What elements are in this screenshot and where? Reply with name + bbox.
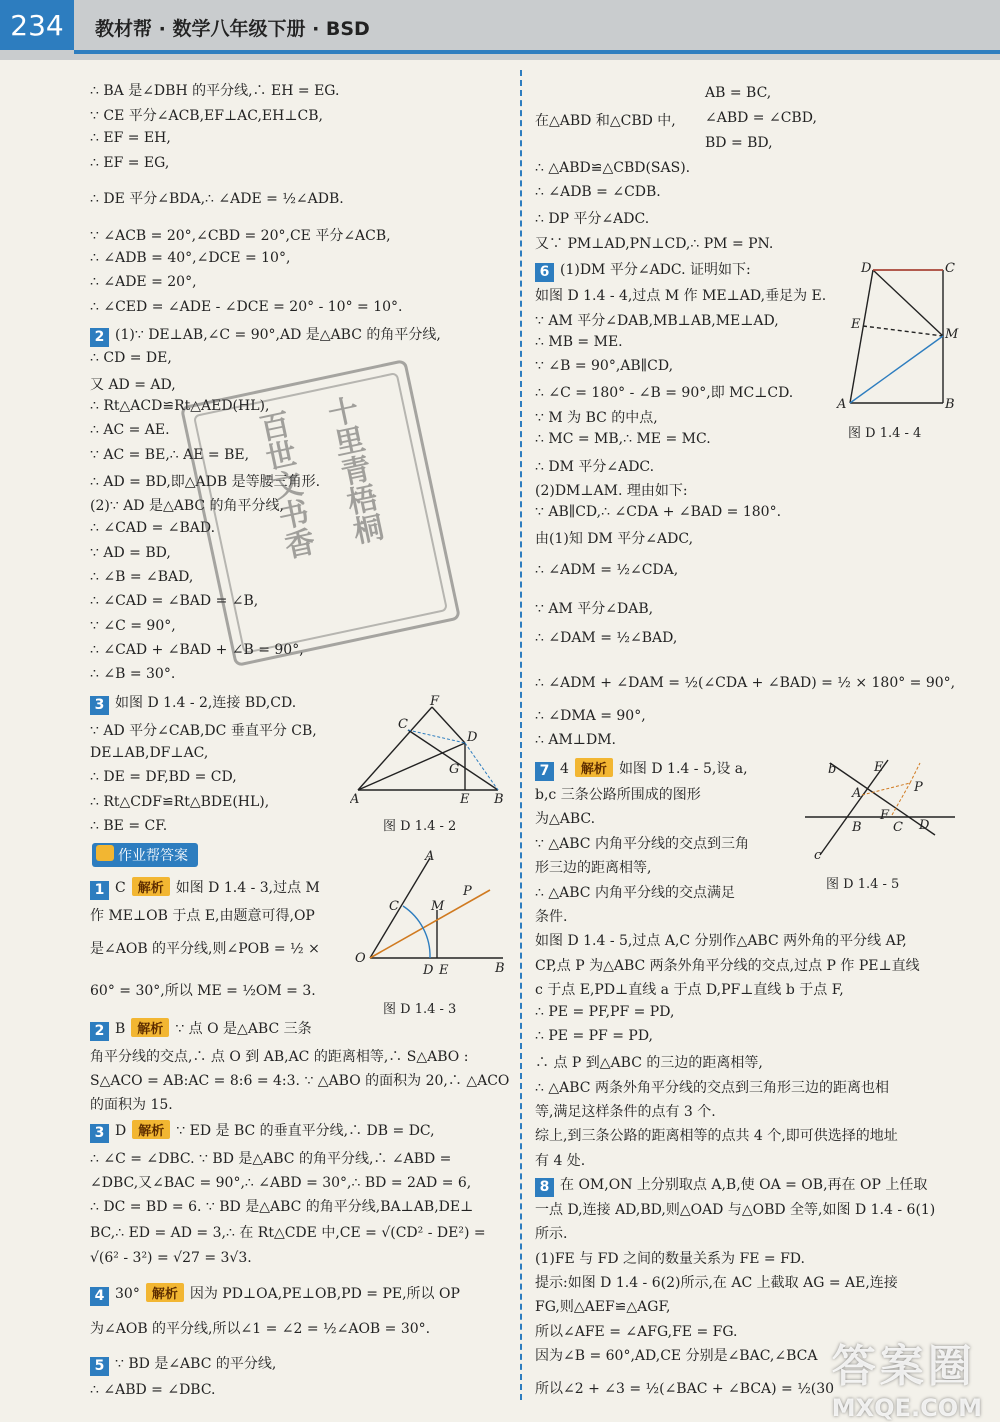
line-text: ∵ AD = BD, xyxy=(90,545,171,561)
line-text: ∵ M 为 BC 的中点, xyxy=(535,410,658,426)
line-text: 为∠AOB 的平分线,所以∠1 = ∠2 = ½∠AOB = 30°. xyxy=(90,1321,431,1337)
text-line xyxy=(535,808,595,828)
question-number: 7 xyxy=(535,762,554,781)
text-line xyxy=(90,618,176,634)
text-line xyxy=(90,1094,173,1114)
svg-text:E: E xyxy=(460,792,470,805)
line-text: 角平分线的交点,∴ 点 O 到 AB,AC 的距离相等,∴ S△ABO : xyxy=(90,1049,469,1065)
line-text: ∵ AD 平分∠CAB,DC 垂直平分 CB, xyxy=(90,723,317,739)
line-text-continued: ∵ 点 O 是△ABC 三条 xyxy=(175,1021,312,1037)
line-text: ∴ AC = AE. xyxy=(90,422,170,438)
text-line xyxy=(535,598,653,618)
watermark-text: 答案圈 xyxy=(831,1341,976,1392)
svg-text:D: D xyxy=(467,730,478,745)
text-line xyxy=(90,1353,276,1376)
line-text: ∴ MC = MB,∴ ME = MC. xyxy=(535,431,711,447)
line-text: ∠DBC,又∠BAC = 90°,∴ ∠ABD = 30°,∴ BD = 2AD = 6, xyxy=(90,1175,472,1191)
text-line xyxy=(535,930,907,950)
line-text: 如图 D 1.4 - 5,过点 A,C 分别作△ABC 两外角的平分线 AP, xyxy=(535,933,907,949)
caption-d142: 图 D 1.4 - 2 xyxy=(383,819,457,834)
text-line xyxy=(90,188,344,208)
library-stamp xyxy=(180,359,461,667)
line-text: ∴ Rt△CDF≌Rt△BDE(HL), xyxy=(90,794,270,810)
text-line xyxy=(535,1378,834,1398)
text-line xyxy=(535,184,661,200)
text-line xyxy=(535,1028,653,1044)
line-text: 等,满足这样条件的点有 3 个. xyxy=(535,1104,716,1120)
text-line xyxy=(90,1172,471,1192)
text-line xyxy=(90,350,172,366)
text-line xyxy=(535,1248,805,1268)
line-text: ∴ △ABC 内角平分线的交点满足 xyxy=(535,885,735,901)
line-text: BC,∴ ED = AD = 3,∴ 在 Rt△CDE 中,CE = √(CD² - DE²) = xyxy=(90,1225,486,1241)
question-number: 1 xyxy=(90,881,109,900)
line-text: 所以∠2 + ∠3 = ½(∠BAC + ∠BCA) = ½(30 xyxy=(535,1381,835,1397)
text-line xyxy=(90,877,320,900)
figure-d144 xyxy=(835,258,960,418)
line-text: 有 4 处. xyxy=(535,1153,586,1169)
svg-text:B: B xyxy=(494,792,504,805)
line-text: ∵ AM 平分∠DAB,MB⊥AB,ME⊥AD, xyxy=(535,313,779,329)
svg-text:C: C xyxy=(398,717,408,732)
line-text: 的面积为 15. xyxy=(90,1097,173,1113)
line-text: ∴ ∠DAM = ½∠BAD, xyxy=(535,630,678,646)
line-text: 所示. xyxy=(535,1226,568,1242)
analysis-tag: 解析 xyxy=(146,1283,184,1302)
text-line xyxy=(90,794,269,810)
text-line xyxy=(90,1283,460,1306)
line-text: ∴ ∠C = 180° - ∠B = 90°,即 MC⊥CD. xyxy=(535,385,794,401)
line-text: ∴ EF = EG, xyxy=(90,155,170,171)
line-text: C xyxy=(115,880,126,896)
question-number: 3 xyxy=(90,696,109,715)
figure-d142 xyxy=(350,695,510,805)
text-line xyxy=(90,155,169,171)
text-line xyxy=(90,422,170,438)
page-number: 234 xyxy=(0,0,74,50)
text-line xyxy=(535,833,749,853)
line-text: ∴ ∠ADM + ∠DAM = ½(∠CDA + ∠BAD) = ½ × 180° = 90°, xyxy=(535,675,956,691)
text-line xyxy=(90,1222,486,1242)
section-homework-answers xyxy=(92,843,198,867)
text-line xyxy=(90,1318,430,1338)
text-line xyxy=(535,1272,898,1292)
line-text: S△ACO = AB:AC = 8:6 = 4:3. ∵ △ABO 的面积为 20,∴ △ACO xyxy=(90,1073,510,1089)
text-line xyxy=(90,1018,312,1041)
line-text: 如图 D 1.4 - 2,连接 BD,CD. xyxy=(115,695,297,711)
caption-d145: 图 D 1.4 - 5 xyxy=(826,877,900,892)
text-line xyxy=(535,1004,674,1020)
line-text: 在△ABD 和△CBD 中, xyxy=(535,113,676,129)
text-line xyxy=(90,130,171,146)
line-text: 综上,到三条公路的距离相等的点共 4 个,即可供选择的地址 xyxy=(535,1128,898,1144)
svg-text:M: M xyxy=(431,899,445,914)
text-line xyxy=(705,135,773,151)
text-line xyxy=(535,110,676,130)
line-text: ∴ BE = CF. xyxy=(90,818,168,834)
question-number: 6 xyxy=(535,263,554,282)
line-text: 形三边的距离相等, xyxy=(535,860,652,876)
text-line xyxy=(90,250,290,266)
text-line xyxy=(535,1296,670,1316)
line-text: ∴ PE = PF,PF = PD, xyxy=(535,1004,675,1020)
line-text: D xyxy=(115,1123,127,1139)
text-line xyxy=(90,1070,509,1090)
text-line xyxy=(535,382,793,402)
line-text: 如图 D 1.4 - 4,过点 M 作 ME⊥AD,垂足为 E. xyxy=(535,288,827,304)
line-text: ∴ △ABD≌△CBD(SAS). xyxy=(535,160,691,176)
watermark-logo xyxy=(832,1330,982,1422)
line-text: ∴ EF = EH, xyxy=(90,130,171,146)
line-text: ∠ABD = ∠CBD, xyxy=(705,110,817,126)
text-line xyxy=(535,1321,738,1341)
text-line xyxy=(90,818,167,834)
text-line xyxy=(90,105,323,125)
text-line xyxy=(90,980,316,1000)
analysis-tag: 解析 xyxy=(132,877,170,896)
text-line xyxy=(535,358,673,374)
svg-text:C: C xyxy=(945,261,955,276)
text-line xyxy=(535,675,955,691)
text-line xyxy=(705,85,771,101)
text-line xyxy=(90,938,320,958)
text-line xyxy=(535,480,688,500)
text-line xyxy=(90,1148,451,1168)
text-line xyxy=(535,431,711,447)
line-text: b,c 三条公路所围成的图形 xyxy=(535,787,701,803)
line-text: AB = BC, xyxy=(705,85,772,101)
line-text: ∴ ∠CAD + ∠BAD + ∠B = 90°, xyxy=(90,642,304,658)
line-text: ∴ DM 平分∠ADC. xyxy=(535,459,655,475)
svg-text:F: F xyxy=(430,695,440,709)
svg-text:A: A xyxy=(837,397,847,412)
svg-text:c: c xyxy=(814,848,822,863)
text-line xyxy=(90,520,215,536)
question-number: 3 xyxy=(90,1124,109,1143)
text-line xyxy=(90,1250,252,1266)
caption-d143: 图 D 1.4 - 3 xyxy=(383,1002,457,1017)
svg-text:G: G xyxy=(449,762,460,777)
line-text: ∴ CD = DE, xyxy=(90,350,172,366)
line-text: (1)FE 与 FD 之间的数量关系为 FE = FD. xyxy=(535,1251,805,1267)
text-line xyxy=(90,1120,435,1143)
svg-text:A: A xyxy=(350,792,360,805)
stamp-text-1: 十里青梧桐 xyxy=(319,393,386,548)
text-line xyxy=(90,1046,468,1066)
svg-text:B: B xyxy=(945,397,955,412)
text-line xyxy=(535,1150,585,1170)
text-line xyxy=(535,1223,567,1243)
text-line xyxy=(535,955,920,975)
line-text-continued: 因为 PD⊥OA,PE⊥OB,PD = PE,所以 OP xyxy=(189,1286,460,1302)
line-text: ∴ △ABC 两条外角平分线的交点到三角形三边的距离也相 xyxy=(535,1080,889,1096)
text-line xyxy=(90,374,176,394)
line-text: ∴ ∠ADB = 40°,∠DCE = 10°, xyxy=(90,250,291,266)
line-text: 在 OM,ON 上分别取点 A,B,使 OA = OB,再在 OP 上任取 xyxy=(560,1177,928,1193)
text-line xyxy=(90,745,208,761)
text-line xyxy=(535,504,781,520)
line-text: 条件. xyxy=(535,909,568,925)
text-line xyxy=(90,905,315,925)
line-text: 4 xyxy=(560,761,569,777)
text-line xyxy=(535,285,826,305)
line-text: ∴ ∠B = ∠BAD, xyxy=(90,569,194,585)
text-line xyxy=(535,1345,817,1365)
text-line xyxy=(535,1052,763,1072)
line-text: (2)∵ AD 是△ABC 的角平分线, xyxy=(90,498,285,514)
line-text: 30° xyxy=(115,1286,140,1302)
line-text: FG,则△AEF≌△AGF, xyxy=(535,1299,671,1315)
line-text: BD = BD, xyxy=(705,135,773,151)
text-line xyxy=(535,906,567,926)
line-text: ∴ ∠B = 30°. xyxy=(90,666,176,682)
line-text: ∵ △ABC 内角平分线的交点到三角 xyxy=(535,836,749,852)
text-line xyxy=(90,545,171,561)
text-line xyxy=(90,1196,473,1216)
text-line xyxy=(535,1077,889,1097)
line-text: ∴ ∠ADM = ½∠CDA, xyxy=(535,562,679,578)
svg-text:B: B xyxy=(852,820,862,835)
analysis-tag: 解析 xyxy=(132,1120,170,1139)
book-icon xyxy=(96,845,114,861)
line-text: ∵ CE 平分∠ACB,EF⊥AC,EH⊥CB, xyxy=(90,108,323,124)
line-text: (1)∵ DE⊥AB,∠C = 90°,AD 是△ABC 的角平分线, xyxy=(115,327,441,343)
line-text: ∵ ∠B = 90°,AB∥CD, xyxy=(535,358,674,374)
svg-text:D: D xyxy=(919,818,930,833)
text-line xyxy=(535,562,678,578)
text-line xyxy=(535,528,693,548)
svg-text:b: b xyxy=(828,762,837,777)
text-line xyxy=(535,1174,927,1197)
text-line xyxy=(705,110,817,126)
svg-text:O: O xyxy=(355,951,366,966)
line-text: c 于点 E,PD⊥直线 a 于点 D,PF⊥直线 b 于点 F, xyxy=(535,982,844,998)
text-line xyxy=(535,1199,935,1219)
book-title: 教材帮 · 数学八年级下册 · BSD xyxy=(95,18,370,40)
svg-text:M: M xyxy=(945,327,959,342)
question-number: 5 xyxy=(90,1357,109,1376)
text-line xyxy=(535,732,616,748)
line-text: 一点 D,连接 AD,BD,则△OAD 与△OBD 全等,如图 D 1.4 - 6(1) xyxy=(535,1202,936,1218)
line-text: ∴ ∠ADE = 20°, xyxy=(90,274,197,290)
line-text: (2)DM⊥AM. 理由如下: xyxy=(535,483,688,499)
text-line xyxy=(90,274,197,290)
watermark-url: MXQE.COM xyxy=(831,1394,982,1422)
line-text: ∴ ∠CAD = ∠BAD. xyxy=(90,520,216,536)
text-line xyxy=(90,692,296,715)
line-text-continued: 如图 D 1.4 - 3,过点 M xyxy=(175,880,320,896)
text-line xyxy=(535,208,649,228)
line-text: 又 AD = AD, xyxy=(90,377,176,393)
svg-text:E: E xyxy=(439,963,449,975)
line-text: ∵ ∠C = 90°, xyxy=(90,618,176,634)
svg-text:B: B xyxy=(495,961,505,975)
text-line xyxy=(535,857,651,877)
line-text: 提示:如图 D 1.4 - 6(2)所示,在 AC 上截取 AG = AE,连接 xyxy=(535,1275,898,1291)
svg-text:F: F xyxy=(880,808,890,823)
text-line xyxy=(535,407,658,427)
text-line xyxy=(535,310,779,330)
line-text: 因为∠B = 60°,AD,CE 分别是∠BAC,∠BCA xyxy=(535,1348,818,1364)
svg-text:E: E xyxy=(851,317,861,332)
column-divider xyxy=(520,70,522,1400)
line-text: 是∠AOB 的平分线,则∠POB = ½ × xyxy=(90,941,320,957)
line-text: ∴ ∠ADB = ∠CDB. xyxy=(535,184,661,200)
line-text: ∵ ∠ACB = 20°,∠CBD = 20°,CE 平分∠ACB, xyxy=(90,228,391,244)
text-line xyxy=(535,334,623,350)
line-text: ∴ ∠C = ∠DBC. ∵ BD 是△ABC 的角平分线,∴ ∠ABD = xyxy=(90,1151,452,1167)
line-text: ∵ AM 平分∠DAB, xyxy=(535,601,654,617)
question-number: 4 xyxy=(90,1287,109,1306)
line-text: ∴ ∠CED = ∠ADE - ∠DCE = 20° - 10° = 10°. xyxy=(90,299,403,315)
text-line xyxy=(90,769,237,785)
svg-text:A: A xyxy=(852,786,862,801)
line-text: ∵ AC = BE,∴ AE = BE, xyxy=(90,447,250,463)
figure-d145 xyxy=(800,755,960,865)
text-line xyxy=(535,979,844,999)
analysis-tag: 解析 xyxy=(131,1018,169,1037)
text-line xyxy=(535,784,701,804)
line-text-continued: 如图 D 1.4 - 5,设 a, xyxy=(618,761,748,777)
line-text: ∴ AM⊥DM. xyxy=(535,732,616,748)
text-line xyxy=(90,225,391,245)
text-line xyxy=(535,160,690,176)
analysis-tag: 解析 xyxy=(575,758,613,777)
line-text: 又∵ PM⊥AD,PN⊥CD,∴ PM = PN. xyxy=(535,236,774,252)
text-line xyxy=(90,666,175,682)
line-text: ∴ DE 平分∠BDA,∴ ∠ADE = ½∠ADB. xyxy=(90,191,344,207)
line-text: 60° = 30°,所以 ME = ½OM = 3. xyxy=(90,983,316,999)
text-line xyxy=(535,758,748,781)
section-label: 作业帮答案 xyxy=(118,848,188,864)
line-text: ∴ DC = BD = 6. ∵ BD 是△ABC 的角平分线,BA⊥AB,DE⊥ xyxy=(90,1199,474,1215)
text-line xyxy=(535,708,646,724)
line-text: ∵ BD 是∠ABC 的平分线, xyxy=(115,1356,277,1372)
svg-text:D: D xyxy=(861,261,872,276)
line-text: 为△ABC. xyxy=(535,811,596,827)
caption-d144: 图 D 1.4 - 4 xyxy=(848,426,922,441)
svg-text:E: E xyxy=(874,760,884,775)
text-line xyxy=(90,299,402,315)
question-number: 8 xyxy=(535,1178,554,1197)
svg-text:C: C xyxy=(893,820,903,835)
svg-text:C: C xyxy=(389,899,399,914)
svg-text:P: P xyxy=(914,780,923,795)
text-line xyxy=(535,456,654,476)
question-number: 2 xyxy=(90,328,109,347)
text-line xyxy=(535,1125,898,1145)
page-header xyxy=(0,0,1000,60)
line-text: DE⊥AB,DF⊥AC, xyxy=(90,745,209,761)
text-line xyxy=(535,882,735,902)
figure-d143 xyxy=(355,850,510,975)
text-line xyxy=(90,324,441,347)
line-text: ∴ BA 是∠DBH 的平分线,∴ EH = EG. xyxy=(90,83,340,99)
line-text: ∴ ∠ABD = ∠DBC. xyxy=(90,1382,216,1398)
text-line xyxy=(90,80,339,100)
line-text: ∵ AB∥CD,∴ ∠CDA + ∠BAD = 180°. xyxy=(535,504,782,520)
svg-text:P: P xyxy=(463,884,472,899)
header-rule xyxy=(74,50,1000,54)
line-text: ∴ ∠CAD = ∠BAD = ∠B, xyxy=(90,593,259,609)
line-text: CP,点 P 为△ABC 两条外角平分线的交点,过点 P 作 PE⊥直线 xyxy=(535,958,920,974)
text-line xyxy=(535,1101,716,1121)
line-text: ∴ 点 P 到△ABC 的三边的距离相等, xyxy=(535,1055,763,1071)
line-text: 由(1)知 DM 平分∠ADC, xyxy=(535,531,694,547)
line-text: B xyxy=(115,1021,126,1037)
line-text: ∴ ∠DMA = 90°, xyxy=(535,708,646,724)
text-line xyxy=(535,259,751,282)
line-text: ∴ AD = BD,即△ADB 是等腰三角形. xyxy=(90,474,321,490)
line-text: ∴ PE = PF = PD, xyxy=(535,1028,653,1044)
line-text: ∴ DP 平分∠ADC. xyxy=(535,211,650,227)
line-text: √(6² - 3²) = √27 = 3√3. xyxy=(90,1250,252,1266)
line-text: ∴ Rt△ACD≌Rt△AED(HL), xyxy=(90,398,270,414)
svg-text:D: D xyxy=(423,963,434,975)
question-number: 2 xyxy=(90,1022,109,1041)
line-text: ∴ MB = ME. xyxy=(535,334,623,350)
line-text-continued: ∵ ED 是 BC 的垂直平分线,∴ DB = DC, xyxy=(176,1123,435,1139)
line-text: 作 ME⊥OB 于点 E,由题意可得,OP xyxy=(90,908,315,924)
line-text: ∴ DE = DF,BD = CD, xyxy=(90,769,237,785)
text-line xyxy=(90,1382,216,1398)
stamp-text-2: 百世文书香 xyxy=(251,408,317,563)
line-text: (1)DM 平分∠ADC. 证明如下: xyxy=(560,262,751,278)
text-line xyxy=(535,233,773,253)
text-line xyxy=(90,720,317,740)
svg-text:A: A xyxy=(425,850,435,864)
line-text: 所以∠AFE = ∠AFG,FE = FG. xyxy=(535,1324,738,1340)
text-line xyxy=(535,630,677,646)
text-line xyxy=(90,569,193,585)
